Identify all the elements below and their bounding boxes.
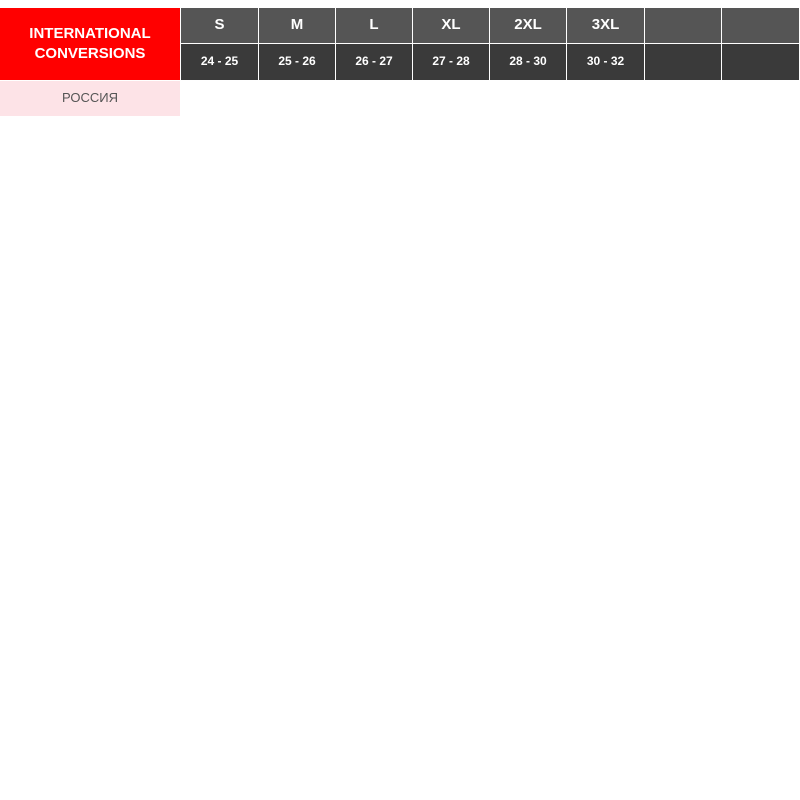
- size-header-L: L: [336, 8, 412, 43]
- intl-title-line1: INTERNATIONAL: [29, 24, 151, 42]
- size-header-2XL: 2XL: [490, 8, 566, 43]
- size-header-blank: [722, 8, 799, 43]
- size-header-XL: XL: [413, 8, 489, 43]
- country-label: РОССИЯ: [0, 81, 180, 116]
- size-header-3XL: 3XL: [567, 8, 644, 43]
- size-range-header: 25 - 26: [259, 44, 335, 80]
- size-range-header: 28 - 30: [490, 44, 566, 80]
- size-header-S: S: [181, 8, 258, 43]
- size-range-header: 24 - 25: [181, 44, 258, 80]
- intl-title: [0, 8, 180, 80]
- size-range-header: 27 - 28: [413, 44, 489, 80]
- size-header-M: M: [259, 8, 335, 43]
- intl-title-line2: CONVERSIONS: [34, 45, 146, 62]
- size-header-blank: [645, 8, 721, 43]
- size-range-header: 30 - 32: [567, 44, 644, 80]
- size-range-header: 26 - 27: [336, 44, 412, 80]
- size-range-blank: [722, 44, 799, 80]
- size-range-blank: [645, 44, 721, 80]
